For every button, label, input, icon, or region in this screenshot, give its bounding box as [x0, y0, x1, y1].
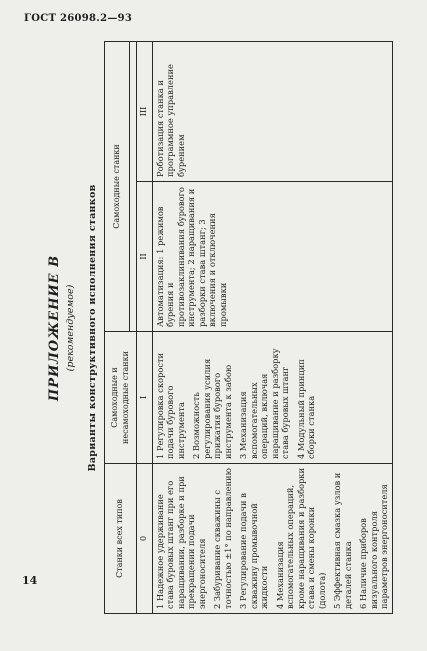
- appendix-subtitle: (рекомендуемое): [65, 284, 76, 372]
- requirement-item: 2 Забуривание скважины с точностью ±1° по направлению: [212, 468, 233, 609]
- page-number: 14: [22, 574, 38, 587]
- requirement-item: 2 Возможность регулирования усилия прижатия бурового инструмента к забою: [191, 358, 233, 459]
- header-self-moving: Самоходные и несамоходные станки: [105, 332, 137, 464]
- column-number: II: [137, 182, 153, 332]
- variants-table: [104, 41, 393, 614]
- requirement-item: 3 Механизация вспомогательных операций, включая наращивание и разборку става буровых штанг: [238, 348, 290, 459]
- rotated-page-content: [44, 42, 389, 614]
- requirement-item: 6 Наличие приборов визуального контроля параметров энергоносителя: [358, 484, 389, 609]
- cell-self-propelled-iii: Роботизация станка и программное управление бурением: [152, 42, 392, 182]
- column-number: III: [137, 42, 153, 182]
- column-number: 0: [137, 464, 153, 614]
- cell-all-types: [152, 464, 392, 614]
- column-number: I: [137, 332, 153, 464]
- table-row: [152, 42, 392, 614]
- cell-self-propelled-ii: Автоматизация: 1 режимов бурения и противозаклинивания бурового инструмента; 2 наращивания и разборки става штанг; 3 включения и отключения промывки: [152, 182, 392, 332]
- requirement-item: 5 Эффективная смазка узлов и деталей станка: [332, 472, 353, 609]
- header-spacer: [130, 42, 137, 332]
- requirement-item: 1 Регулировка скорости подачи бурового инструмента: [154, 352, 186, 459]
- header-all-types: Станки всех типов: [105, 464, 137, 614]
- table-caption: Варианты конструктивного исполнения станков: [87, 184, 98, 472]
- document-header: ГОСТ 26098.2—93: [24, 13, 133, 24]
- appendix-title: ПРИЛОЖЕНИЕ В: [47, 254, 62, 402]
- cell-self-moving: [152, 332, 392, 464]
- requirement-item: 1 Надежное удерживание става буровых штанг при его наращивании, разборке и при прекращении подачи энергоносителя: [154, 476, 207, 609]
- requirement-item: 4 Механизация вспомогательных операций, кроме наращивания и разборки става и смены коронки (долота): [274, 468, 327, 609]
- requirement-item: 4 Модульный принцип сборки станка: [295, 359, 316, 459]
- requirement-item: 3 Регулирование подачи в скважину промывочной жидкости: [238, 493, 269, 609]
- header-self-propelled: Самоходные станки: [105, 42, 130, 332]
